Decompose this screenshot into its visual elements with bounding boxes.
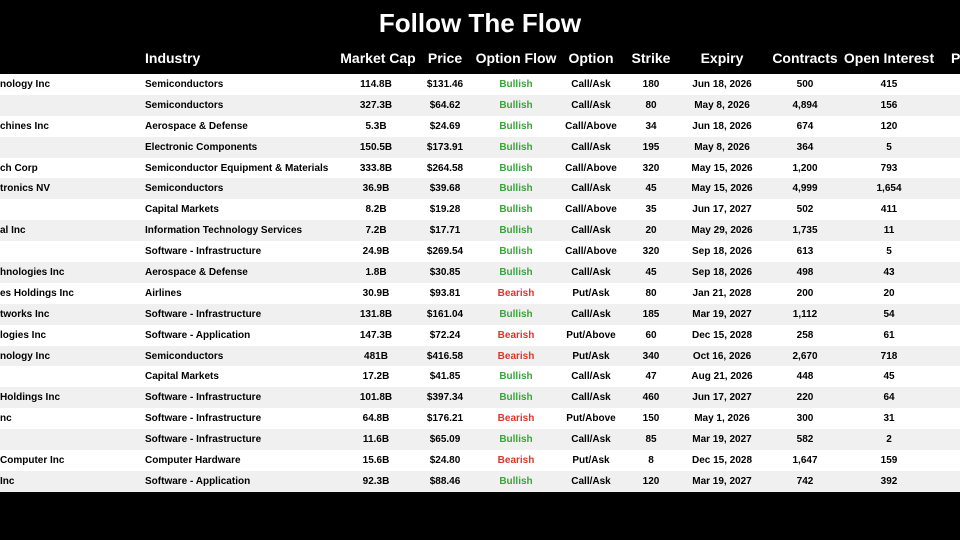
table-row [0, 116, 960, 137]
contracts-cell: 4,894 [792, 99, 818, 111]
column-header-price: Price [427, 50, 463, 66]
market-cap-cell: 15.6B [362, 455, 390, 467]
contracts-cell: 364 [796, 141, 814, 153]
expiry-cell: Sep 18, 2026 [691, 267, 753, 279]
strike-cell: 340 [642, 350, 660, 362]
column-header-option-flow: Option Flow [475, 50, 557, 66]
option-cell: Call/Above [565, 120, 617, 132]
industry-cell: Software - Infrastructure [145, 246, 262, 258]
price-cell: $19.28 [429, 204, 461, 216]
open-interest-cell: 11 [883, 225, 895, 237]
option-cell: Call/Ask [571, 371, 611, 383]
table-row [0, 137, 960, 158]
option-cell: Call/Ask [571, 434, 611, 446]
contracts-cell: 300 [796, 413, 814, 425]
industry-cell: Semiconductors [145, 99, 224, 111]
price-cell: $88.46 [429, 475, 461, 487]
option-flow-cell: Bullish [499, 183, 533, 195]
company-cell: tronics NV [0, 183, 51, 195]
contracts-cell: 2,670 [792, 350, 818, 362]
table-row [0, 450, 960, 471]
option-cell: Call/Ask [571, 141, 611, 153]
option-flow-cell: Bullish [499, 120, 533, 132]
expiry-cell: Jun 17, 2027 [692, 204, 752, 216]
market-cap-cell: 30.9B [362, 287, 390, 299]
open-interest-cell: 1,654 [876, 183, 902, 195]
open-interest-cell: 5 [886, 141, 892, 153]
strike-cell: 185 [642, 308, 660, 320]
strike-cell: 150 [642, 413, 660, 425]
strike-cell: 180 [642, 79, 660, 90]
company-cell: nology Inc [0, 79, 50, 90]
expiry-cell: May 8, 2026 [694, 99, 750, 111]
expiry-cell: May 29, 2026 [691, 225, 753, 237]
company-cell: hnologies Inc [0, 267, 65, 279]
contracts-cell: 582 [796, 434, 814, 446]
expiry-cell: Jan 21, 2028 [692, 287, 752, 299]
column-header-strike: Strike [631, 50, 671, 66]
contracts-cell: 448 [796, 371, 814, 383]
market-cap-cell: 333.8B [359, 162, 393, 174]
price-cell: $397.34 [426, 392, 464, 404]
table-row [0, 471, 960, 492]
option-cell: Put/Ask [572, 455, 610, 467]
price-cell: $30.85 [429, 267, 461, 279]
option-cell: Put/Above [566, 413, 616, 425]
option-flow-cell: Bullish [499, 99, 533, 111]
table-row [0, 95, 960, 116]
strike-cell: 460 [642, 392, 660, 404]
column-header-industry: Industry [145, 50, 201, 66]
market-cap-cell: 24.9B [362, 246, 390, 258]
company-cell: tworks Inc [0, 308, 50, 320]
open-interest-cell: 43 [883, 267, 895, 279]
price-cell: $173.91 [426, 141, 464, 153]
flow-table [0, 74, 960, 492]
contracts-cell: 674 [796, 120, 814, 132]
expiry-cell: Mar 19, 2027 [692, 475, 752, 487]
price-cell: $17.71 [429, 225, 461, 237]
open-interest-cell: 120 [880, 120, 898, 132]
column-header-option: Option [568, 50, 614, 66]
market-cap-cell: 150.5B [359, 141, 393, 153]
option-cell: Call/Ask [571, 475, 611, 487]
contracts-cell: 258 [796, 329, 814, 341]
table-row [0, 429, 960, 450]
strike-cell: 45 [645, 183, 657, 195]
company-cell: nc [0, 413, 12, 425]
contracts-cell: 220 [796, 392, 814, 404]
option-cell: Call/Ask [571, 225, 611, 237]
option-cell: Call/Ask [571, 183, 611, 195]
contracts-cell: 498 [796, 267, 814, 279]
price-cell: $416.58 [426, 350, 464, 362]
industry-cell: Semiconductors [145, 79, 224, 90]
strike-cell: 20 [645, 225, 657, 237]
expiry-cell: Sep 18, 2026 [691, 246, 753, 258]
table-row [0, 387, 960, 408]
strike-cell: 320 [642, 246, 660, 258]
market-cap-cell: 5.3B [365, 120, 387, 132]
company-cell: al Inc [0, 225, 26, 237]
price-cell: $264.58 [426, 162, 464, 174]
industry-cell: Electronic Components [145, 141, 258, 153]
industry-cell: Capital Markets [145, 204, 219, 216]
table-row [0, 158, 960, 179]
option-cell: Call/Above [565, 246, 617, 258]
option-flow-cell: Bullish [499, 392, 533, 404]
industry-cell: Aerospace & Defense [145, 120, 248, 132]
open-interest-cell: 415 [880, 79, 898, 90]
option-flow-cell: Bullish [499, 308, 533, 320]
strike-cell: 195 [642, 141, 660, 153]
option-cell: Call/Ask [571, 267, 611, 279]
market-cap-cell: 1.8B [365, 267, 387, 279]
price-cell: $176.21 [426, 413, 464, 425]
table-row [0, 74, 960, 95]
price-cell: $41.85 [429, 371, 461, 383]
strike-cell: 47 [645, 371, 657, 383]
strike-cell: 80 [645, 287, 657, 299]
expiry-cell: May 8, 2026 [694, 141, 750, 153]
option-flow-cell: Bearish [497, 350, 535, 362]
market-cap-cell: 36.9B [362, 183, 390, 195]
contracts-cell: 502 [796, 204, 814, 216]
table-row [0, 262, 960, 283]
option-flow-cell: Bullish [499, 434, 533, 446]
market-cap-cell: 147.3B [359, 329, 393, 341]
option-cell: Put/Ask [572, 287, 610, 299]
market-cap-cell: 114.8B [360, 79, 392, 90]
option-flow-cell: Bullish [499, 475, 533, 487]
market-cap-cell: 327.3B [359, 99, 393, 111]
company-cell: nology Inc [0, 350, 50, 362]
column-header-expiry: Expiry [700, 50, 744, 66]
market-cap-cell: 64.8B [362, 413, 390, 425]
price-cell: $65.09 [429, 434, 461, 446]
industry-cell: Software - Application [145, 475, 251, 487]
price-cell: $39.68 [429, 183, 461, 195]
table-row [0, 220, 960, 241]
industry-cell: Software - Application [145, 329, 251, 341]
option-cell: Call/Ask [571, 308, 611, 320]
option-flow-cell: Bullish [499, 204, 533, 216]
industry-cell: Semiconductors [145, 183, 224, 195]
option-cell: Call/Ask [571, 79, 611, 90]
market-cap-cell: 481B [364, 350, 388, 362]
open-interest-cell: 5 [886, 246, 892, 258]
expiry-cell: Oct 16, 2026 [692, 350, 752, 362]
expiry-cell: Jun 18, 2026 [692, 79, 752, 90]
option-cell: Call/Ask [571, 99, 611, 111]
company-cell: Computer Inc [0, 455, 65, 467]
price-cell: $24.80 [429, 455, 461, 467]
option-flow-cell: Bearish [497, 287, 535, 299]
column-header-open-interest: Open Interest [843, 50, 935, 66]
market-cap-cell: 7.2B [365, 225, 387, 237]
price-cell: $93.81 [429, 287, 461, 299]
price-cell: $24.69 [429, 120, 461, 132]
contracts-cell: 1,200 [792, 162, 818, 174]
table-row [0, 178, 960, 199]
market-cap-cell: 11.6B [362, 434, 390, 446]
strike-cell: 34 [645, 120, 657, 132]
option-flow-cell: Bullish [499, 225, 533, 237]
column-header-cut-off: P [951, 50, 960, 66]
expiry-cell: Aug 21, 2026 [691, 371, 753, 383]
option-flow-cell: Bearish [497, 329, 535, 341]
table-row [0, 241, 960, 262]
open-interest-cell: 20 [883, 287, 895, 299]
strike-cell: 60 [645, 329, 657, 341]
market-cap-cell: 101.8B [359, 392, 393, 404]
option-flow-cell: Bullish [499, 267, 533, 279]
open-interest-cell: 156 [880, 99, 898, 111]
option-flow-cell: Bullish [499, 371, 533, 383]
table-row [0, 346, 960, 367]
company-cell: Inc [0, 475, 15, 487]
contracts-cell: 1,647 [792, 455, 818, 467]
expiry-cell: Jun 17, 2027 [692, 392, 752, 404]
contracts-cell: 200 [796, 287, 814, 299]
strike-cell: 35 [645, 204, 657, 216]
table-row [0, 283, 960, 304]
expiry-cell: Dec 15, 2028 [691, 455, 753, 467]
expiry-cell: Dec 15, 2028 [691, 329, 753, 341]
table-row [0, 325, 960, 346]
strike-cell: 8 [648, 455, 654, 467]
strike-cell: 80 [645, 99, 657, 111]
industry-cell: Software - Infrastructure [145, 413, 262, 425]
table-header [0, 48, 960, 70]
industry-cell: Aerospace & Defense [145, 267, 248, 279]
industry-cell: Software - Infrastructure [145, 392, 262, 404]
open-interest-cell: 45 [883, 371, 895, 383]
option-flow-cell: Bullish [499, 141, 533, 153]
expiry-cell: May 15, 2026 [691, 183, 753, 195]
company-cell: es Holdings Inc [0, 287, 74, 299]
open-interest-cell: 718 [880, 350, 898, 362]
open-interest-cell: 64 [883, 392, 895, 404]
column-header-contracts: Contracts [772, 50, 838, 66]
option-cell: Call/Ask [571, 392, 611, 404]
open-interest-cell: 54 [883, 308, 895, 320]
industry-cell: Information Technology Services [145, 225, 303, 237]
open-interest-cell: 31 [883, 413, 895, 425]
column-header-market-cap: Market Cap [340, 50, 416, 66]
option-cell: Call/Above [565, 162, 617, 174]
market-cap-cell: 17.2B [362, 371, 390, 383]
open-interest-cell: 793 [880, 162, 898, 174]
strike-cell: 320 [642, 162, 660, 174]
expiry-cell: Jun 18, 2026 [692, 120, 752, 132]
option-cell: Call/Above [565, 204, 617, 216]
industry-cell: Software - Infrastructure [145, 308, 262, 320]
contracts-cell: 613 [796, 246, 814, 258]
table-row [0, 199, 960, 220]
price-cell: $131.46 [426, 79, 464, 90]
strike-cell: 85 [645, 434, 657, 446]
open-interest-cell: 2 [886, 434, 892, 446]
industry-cell: Capital Markets [145, 371, 219, 383]
price-cell: $64.62 [429, 99, 461, 111]
expiry-cell: Mar 19, 2027 [692, 434, 752, 446]
contracts-cell: 4,999 [792, 183, 818, 195]
option-cell: Put/Above [566, 329, 616, 341]
table-row [0, 304, 960, 325]
option-cell: Put/Ask [572, 350, 610, 362]
company-cell: chines Inc [0, 120, 49, 132]
price-cell: $269.54 [426, 246, 464, 258]
company-cell: logies Inc [0, 329, 47, 341]
open-interest-cell: 159 [880, 455, 898, 467]
contracts-cell: 742 [796, 475, 814, 487]
contracts-cell: 1,735 [792, 225, 818, 237]
option-flow-cell: Bearish [497, 455, 535, 467]
expiry-cell: May 1, 2026 [694, 413, 750, 425]
open-interest-cell: 61 [883, 329, 895, 341]
market-cap-cell: 92.3B [362, 475, 390, 487]
strike-cell: 120 [642, 475, 660, 487]
company-cell: ch Corp [0, 162, 38, 174]
option-flow-cell: Bullish [499, 162, 533, 174]
market-cap-cell: 131.8B [359, 308, 393, 320]
industry-cell: Computer Hardware [145, 455, 241, 467]
industry-cell: Semiconductors [145, 350, 224, 362]
industry-cell: Semiconductor Equipment & Materials [145, 162, 329, 174]
open-interest-cell: 411 [880, 204, 898, 216]
open-interest-cell: 392 [880, 475, 898, 487]
price-cell: $72.24 [429, 329, 461, 341]
page-title: Follow The Flow [378, 8, 582, 38]
strike-cell: 45 [645, 267, 657, 279]
market-cap-cell: 8.2B [365, 204, 387, 216]
price-cell: $161.04 [426, 308, 464, 320]
option-flow-cell: Bearish [497, 413, 535, 425]
contracts-cell: 500 [796, 79, 814, 90]
industry-cell: Software - Infrastructure [145, 434, 262, 446]
contracts-cell: 1,112 [792, 308, 818, 320]
table-row [0, 366, 960, 387]
company-cell: Holdings Inc [0, 392, 60, 404]
expiry-cell: Mar 19, 2027 [692, 308, 752, 320]
industry-cell: Airlines [145, 287, 182, 299]
table-row [0, 408, 960, 429]
option-flow-cell: Bullish [499, 79, 533, 90]
expiry-cell: May 15, 2026 [691, 162, 753, 174]
option-flow-cell: Bullish [499, 246, 533, 258]
